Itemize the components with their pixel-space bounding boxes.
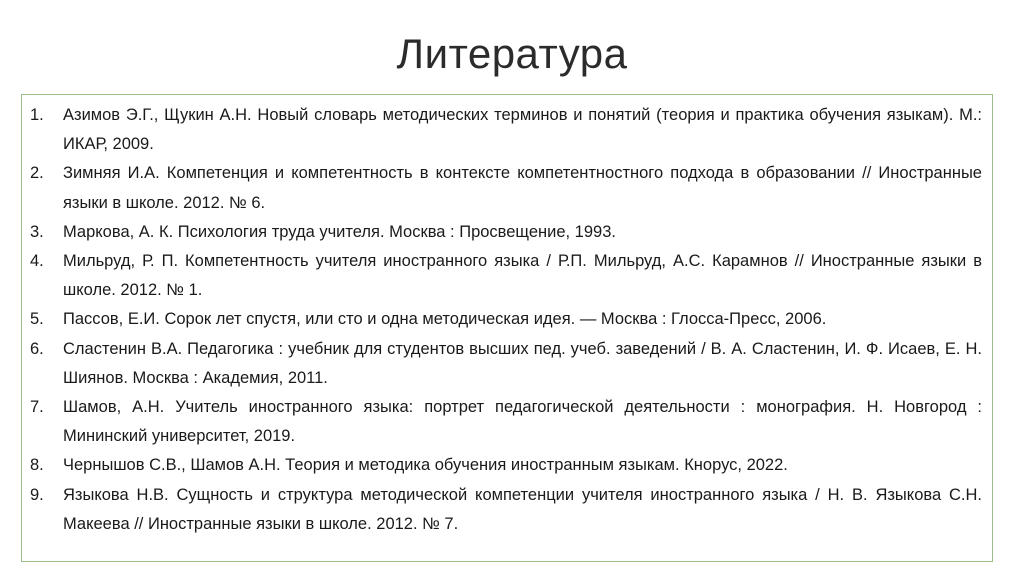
list-item-number: 5. xyxy=(30,310,44,329)
list-item xyxy=(30,218,982,247)
list-item xyxy=(30,451,982,480)
list-item xyxy=(30,159,982,217)
list-item-text: Языкова Н.В. Сущность и структура методической компетенции учителя иностранного языка / Н. В. Языкова С.Н. Макеева // Иностранные языки в школе. 2012. № 7. xyxy=(63,485,982,533)
list-item-number: 3. xyxy=(30,222,44,241)
list-item-text: Зимняя И.А. Компетенция и компетентность в контексте компетентностного подхода в образовании // Иностранные языки в школе. 2012. № 6. xyxy=(63,164,982,212)
list-item xyxy=(30,481,982,539)
list-item-text: Шамов, А.Н. Учитель иностранного языка: портрет педагогической деятельности : монография. Н. Новгород : Мининский университет, 2019. xyxy=(63,398,982,446)
list-item-text: Пассов, Е.И. Сорок лет спустя, или сто и одна методическая идея. — Москва : Глосса-Пресс, 2006. xyxy=(63,310,827,329)
list-item-number: 2. xyxy=(30,164,44,183)
list-item-text: Чернышов С.В., Шамов А.Н. Теория и методика обучения иностранным языкам. Кнорус, 2022. xyxy=(63,456,788,475)
page-title: Литература xyxy=(396,30,628,77)
list-item xyxy=(30,305,982,334)
list-item-number: 8. xyxy=(30,456,44,475)
list-item-text: Маркова, А. К. Психология труда учителя. Москва : Просвещение, 1993. xyxy=(63,222,616,241)
list-item-text: Мильруд, Р. П. Компетентность учителя иностранного языка / Р.П. Мильруд, А.С. Карамнов // Иностранные языки в школе. 2012. № 1. xyxy=(63,252,982,300)
list-item-number: 9. xyxy=(30,485,44,504)
list-item xyxy=(30,101,982,159)
list-item xyxy=(30,247,982,305)
list-item-number: 6. xyxy=(30,339,44,358)
references-box xyxy=(21,94,993,562)
list-item-number: 7. xyxy=(30,398,44,417)
list-item-number: 4. xyxy=(30,252,44,271)
list-item-text: Сластенин В.А. Педагогика : учебник для студентов высших пед. учеб. заведений / В. А. Сластенин, И. Ф. Исаев, Е. Н. Шиянов. Москва : Академия, 2011. xyxy=(63,339,982,387)
references-list xyxy=(30,101,982,539)
list-item-text: Азимов Э.Г., Щукин А.Н. Новый словарь методических терминов и понятий (теория и практика обучения языкам). М.: ИКАР, 2009. xyxy=(63,106,982,154)
list-item xyxy=(30,335,982,393)
list-item-number: 1. xyxy=(30,106,44,124)
list-item xyxy=(30,393,982,451)
